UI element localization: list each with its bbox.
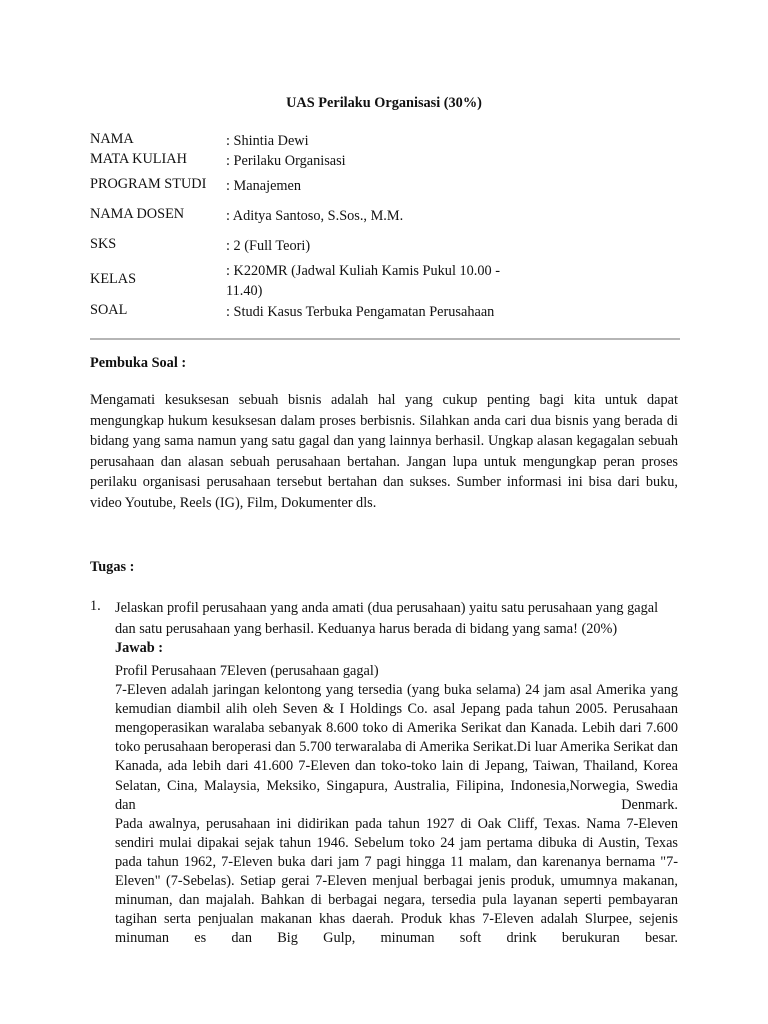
- info-value-sks: : 2 (Full Teori): [226, 238, 311, 254]
- info-label-mata-kuliah: MATA KULIAH: [90, 151, 187, 167]
- answer-paragraph-1: 7-Eleven adalah jaringan kelontong yang tersedia (yang buka selama) 24 jam asal Amerika yang kemudian diambil alih oleh Seven & I Holdings Co. asal Jepang pada tahun 2005. Perusahaan mengoperasikan waralaba sebanyak 8.600 toko di Amerika Serikat dan Kanada. Lebih dari 7.600 toko perusahaan beroperasi dan 5.700 terwaralaba di Amerika Serikat.Di luar Amerika Serikat dan Kanada, ada lebih dari 41.600 7-Eleven dan toko-toko lain di Jepang, Taiwan, Thailand, Korea Selatan, Cina, Malaysia, Meksiko, Singapura, Australia, Filipina, Indonesia,Norwegia, Swedia dan Denmark.: [115, 682, 678, 813]
- info-value-nama: : Shintia Dewi: [226, 133, 309, 149]
- tugas-heading: Tugas :: [90, 559, 135, 575]
- info-label-nama-dosen: NAMA DOSEN: [90, 206, 185, 222]
- info-value-soal: : Studi Kasus Terbuka Pengamatan Perusahaan: [226, 304, 495, 320]
- info-label-sks: SKS: [90, 236, 117, 252]
- info-label-program-studi: PROGRAM STUDI: [90, 176, 207, 192]
- info-value-mata-kuliah: : Perilaku Organisasi: [226, 153, 346, 169]
- answer-label: Jawab :: [115, 640, 164, 656]
- info-value-kelas: : K220MR (Jadwal Kuliah Kamis Pukul 10.00 - 11.40): [226, 263, 501, 299]
- info-label-nama: NAMA: [90, 131, 134, 147]
- info-value-nama-dosen: : Aditya Santoso, S.Sos., M.M.: [226, 208, 404, 224]
- info-label-soal: SOAL: [90, 302, 128, 318]
- task-number: 1.: [90, 598, 101, 614]
- pembuka-heading: Pembuka Soal :: [90, 355, 187, 371]
- task-question: Jelaskan profil perusahaan yang anda amati (dua perusahaan) yaitu satu perusahaan yang gagal dan satu perusahaan yang berhasil. Keduanya harus berada di bidang yang sama! (20%): [115, 600, 659, 637]
- answer-body: [115, 662, 678, 948]
- pembuka-paragraph: Mengamati kesuksesan sebuah bisnis adalah hal yang cukup penting bagi kita untuk dapat mengungkap hukum kesuksesan dalam proses berbisnis. Silahkan anda cari dua bisnis yang berada di bidang yang sama namun yang satu gagal dan yang lainnya berhasil. Ungkap alasan kegagalan sebuah perusahaan dan alasan sebuah perusahaan bertahan. Jangan lupa untuk mengungkap peran proses perilaku organisasi perusahaan tersebut bertahan dan sukses. Sumber informasi ini bisa dari buku, video Youtube, Reels (IG), Film, Dokumenter dls.: [90, 392, 678, 511]
- answer-title: Profil Perusahaan 7Eleven (perusahaan gagal): [115, 663, 379, 679]
- info-value-program-studi: : Manajemen: [226, 178, 302, 194]
- horizontal-divider: [90, 338, 680, 340]
- answer-paragraph-2: Pada awalnya, perusahaan ini didirikan pada tahun 1927 di Oak Cliff, Texas. Nama 7-Eleven sendiri mulai dipakai sejak tahun 1946. Sebelum toko 24 jam pertama dibuka di Austin, Texas pada tahun 1962, 7-Eleven buka dari jam 7 pagi hingga 11 malam, dan karenanya bernama "7-Eleven" (7-Sebelas). Setiap gerai 7-Eleven menjual berbagai jenis produk, umumnya makanan, minuman, dan majalah. Bahkan di berbagai negara, tersedia pula layanan seperti pembayaran tagihan serta penjualan makanan khas daerah. Produk khas 7-Eleven adalah Slurpee, sejenis minuman es dan Big Gulp, minuman soft drink berukuran besar.: [115, 815, 678, 947]
- page-title: UAS Perilaku Organisasi (30%): [286, 95, 482, 111]
- info-label-kelas: KELAS: [90, 271, 137, 287]
